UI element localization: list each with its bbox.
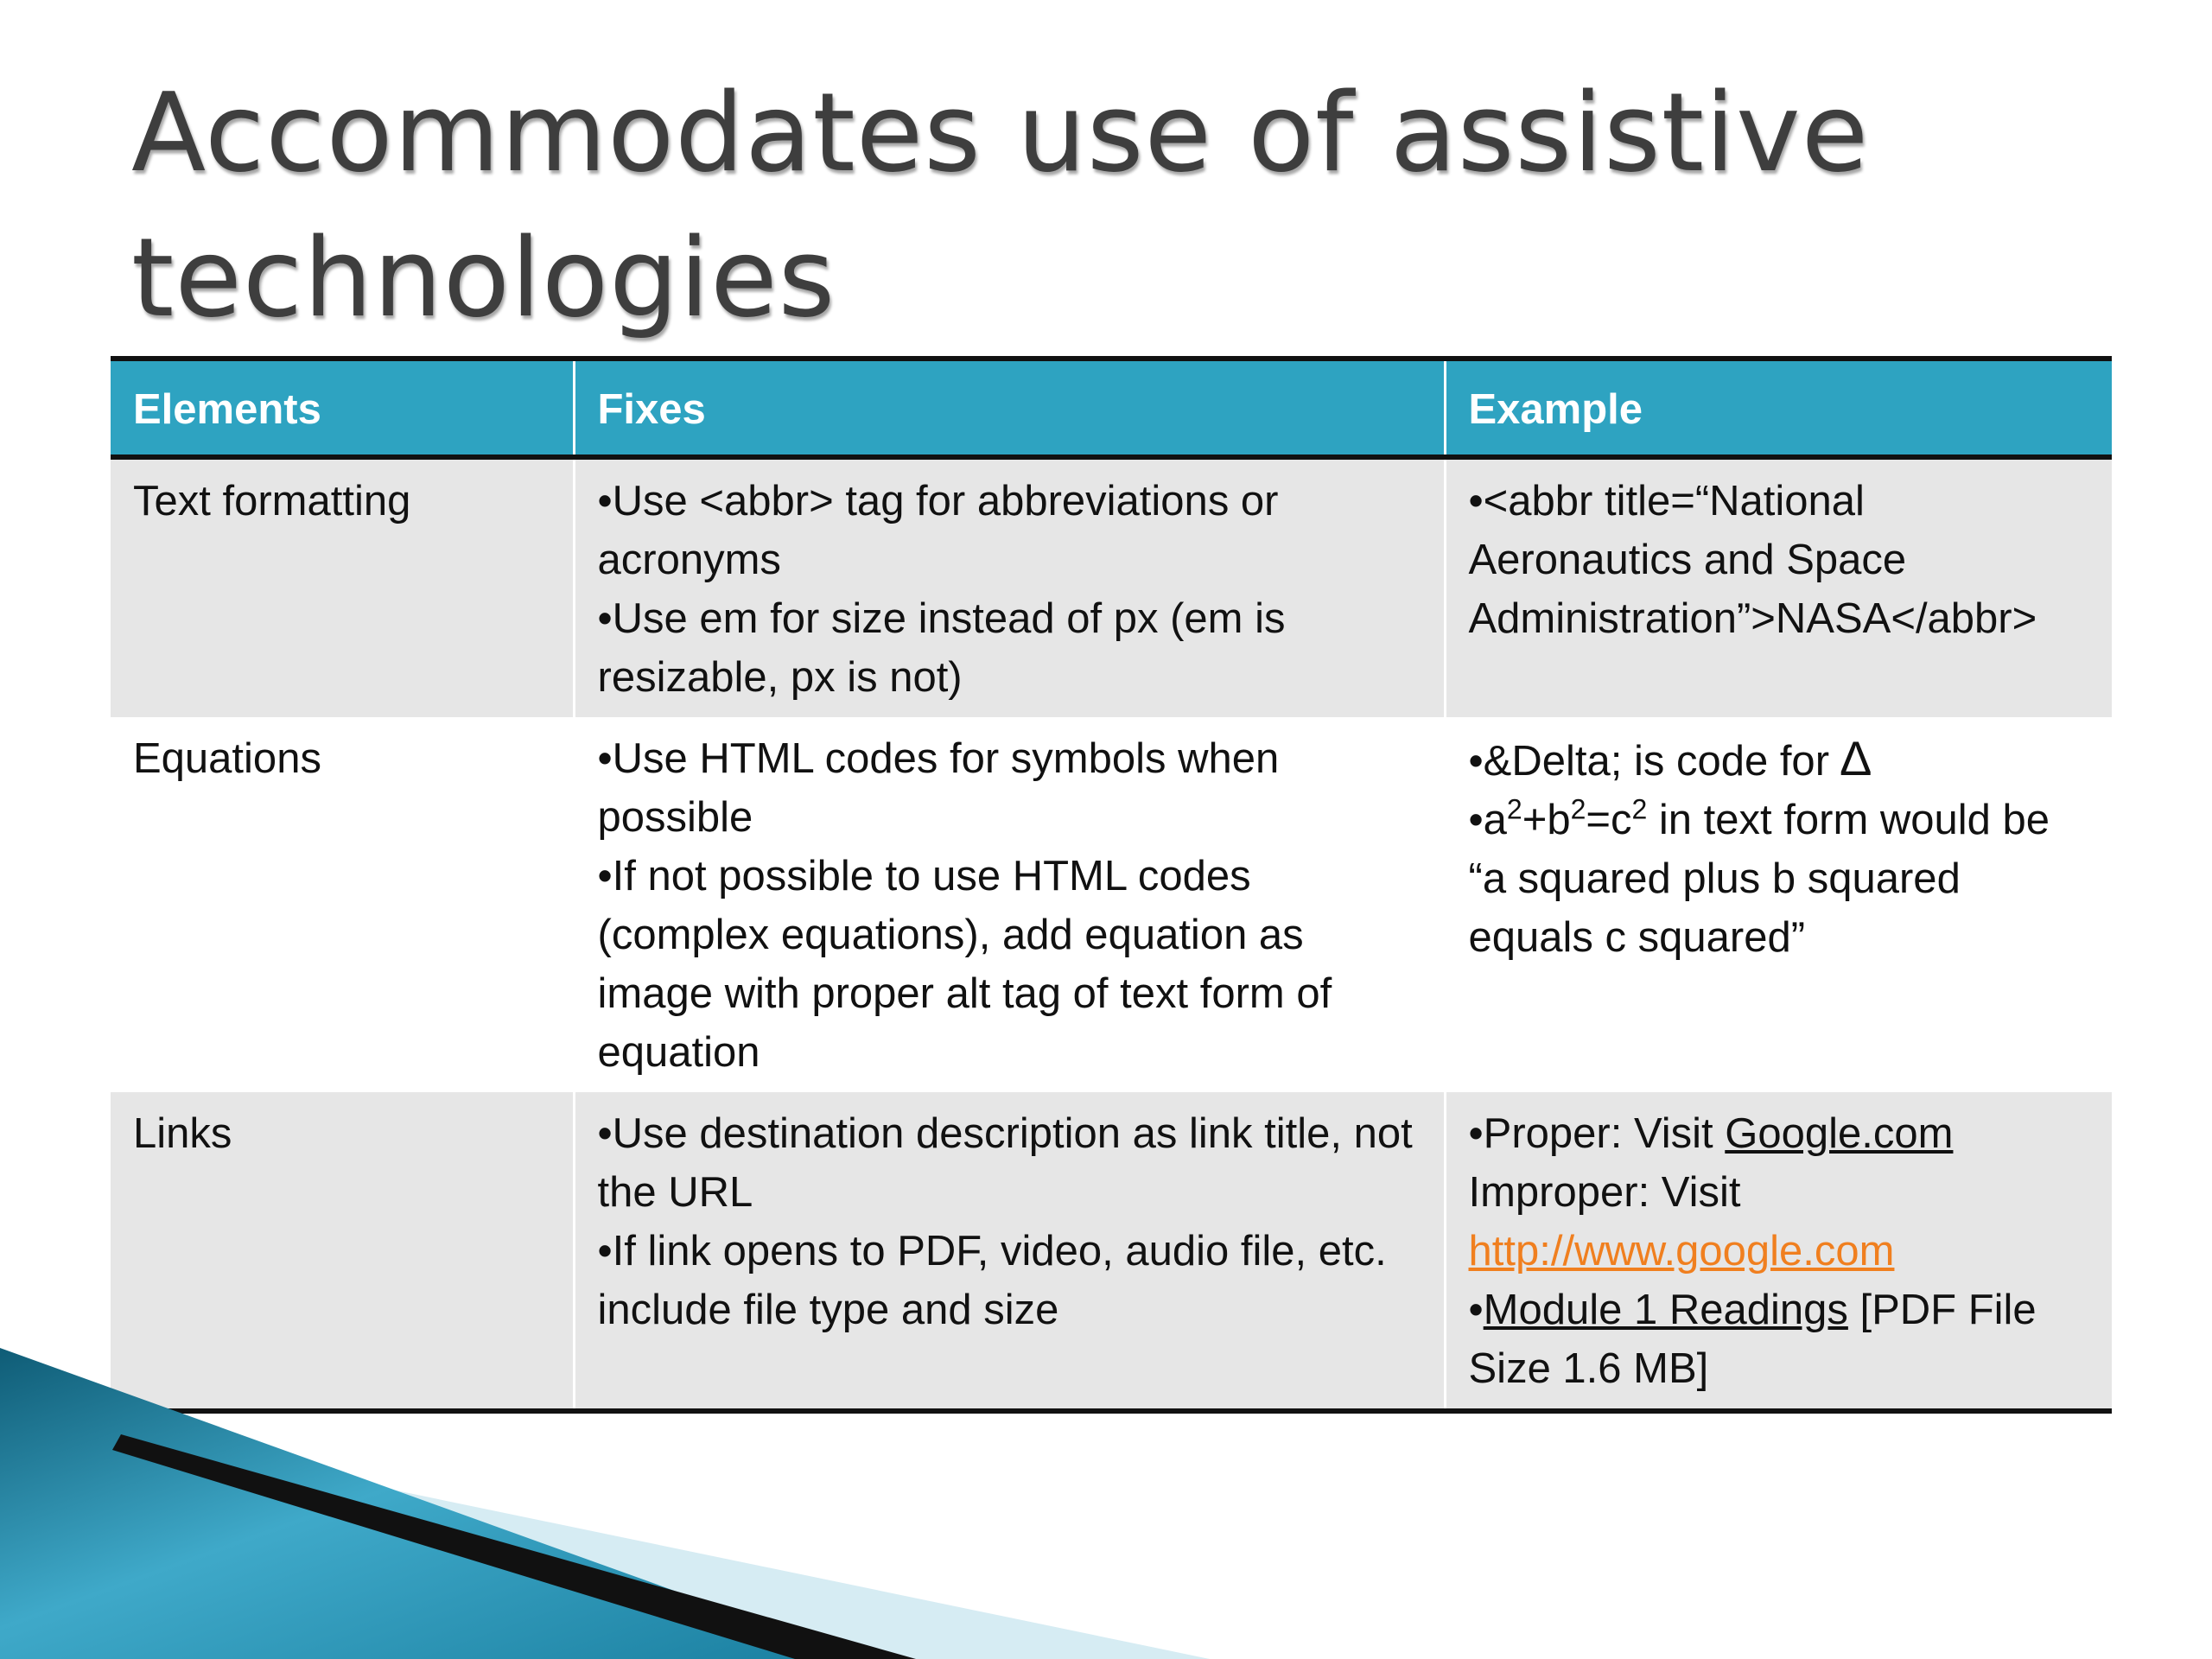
cell-element: Equations bbox=[111, 717, 574, 1092]
header-fixes: Fixes bbox=[574, 359, 1445, 457]
cell-fixes bbox=[574, 457, 1445, 717]
eq-exponent: 2 bbox=[1631, 793, 1648, 825]
example-delta bbox=[1469, 729, 2090, 791]
delta-symbol: ∆ bbox=[1840, 731, 1871, 785]
fix-item: •Use HTML codes for symbols when possible bbox=[597, 735, 1280, 841]
module-bullet: • bbox=[1468, 1287, 1484, 1333]
cell-element: Text formatting bbox=[111, 457, 574, 717]
example-equation bbox=[1469, 791, 2090, 967]
improper-prefix: Improper: Visit bbox=[1468, 1169, 1741, 1216]
fix-item: •If not possible to use HTML codes (complex equations), add equation as image with proper alt tag of text form of equation bbox=[597, 853, 1332, 1076]
example-abbr: •<abbr title=“National Aeronautics and Space Administration”>NASA</abbr> bbox=[1468, 478, 2037, 642]
google-url-link[interactable]: http://www.google.com bbox=[1468, 1228, 1895, 1274]
example-improper bbox=[1469, 1163, 2090, 1281]
slide-title bbox=[131, 60, 2119, 351]
google-link[interactable]: Google.com bbox=[1725, 1110, 1954, 1157]
header-example: Example bbox=[1468, 386, 1643, 433]
module-suffix: [PDF File Size 1.6 MB] bbox=[1468, 1287, 2037, 1392]
table-header-row bbox=[111, 359, 2112, 457]
slide-corner-decoration bbox=[0, 1348, 2212, 1659]
eq-description: in text form would be “a squared plus b squared equals c squared” bbox=[1468, 797, 2050, 961]
eq-part: +b bbox=[1522, 797, 1571, 843]
cell-element: Links bbox=[111, 1092, 574, 1411]
fix-item: •Use em for size instead of px (em is resizable, px is not) bbox=[597, 595, 1286, 701]
eq-part: •a bbox=[1468, 797, 1507, 843]
proper-prefix: •Proper: Visit bbox=[1468, 1110, 1726, 1157]
fix-item: •If link opens to PDF, video, audio file, etc. include file type and size bbox=[597, 1228, 1387, 1333]
slide-title-line-1: Accommodates use of assistive bbox=[131, 69, 1870, 196]
header-elements: Elements bbox=[111, 359, 574, 457]
table-row-text-formatting bbox=[111, 457, 2112, 717]
eq-exponent: 2 bbox=[1506, 793, 1522, 825]
slide-title-line-2: technologies bbox=[131, 214, 836, 341]
example-proper bbox=[1469, 1104, 2090, 1163]
eq-exponent: 2 bbox=[1570, 793, 1586, 825]
table-row-equations bbox=[111, 717, 2112, 1092]
accessibility-table bbox=[111, 356, 2112, 1414]
fix-item: •Use destination description as link title, not the URL bbox=[597, 1110, 1413, 1216]
fix-item: •Use <abbr> tag for abbreviations or acronyms bbox=[597, 478, 1279, 583]
cell-example bbox=[1445, 717, 2112, 1092]
eq-part: =c bbox=[1586, 797, 1632, 843]
delta-text: •&Delta; is code for bbox=[1468, 738, 1841, 785]
module-readings-link[interactable]: Module 1 Readings bbox=[1483, 1287, 1848, 1333]
cell-example bbox=[1445, 457, 2112, 717]
cell-fixes bbox=[574, 717, 1445, 1092]
